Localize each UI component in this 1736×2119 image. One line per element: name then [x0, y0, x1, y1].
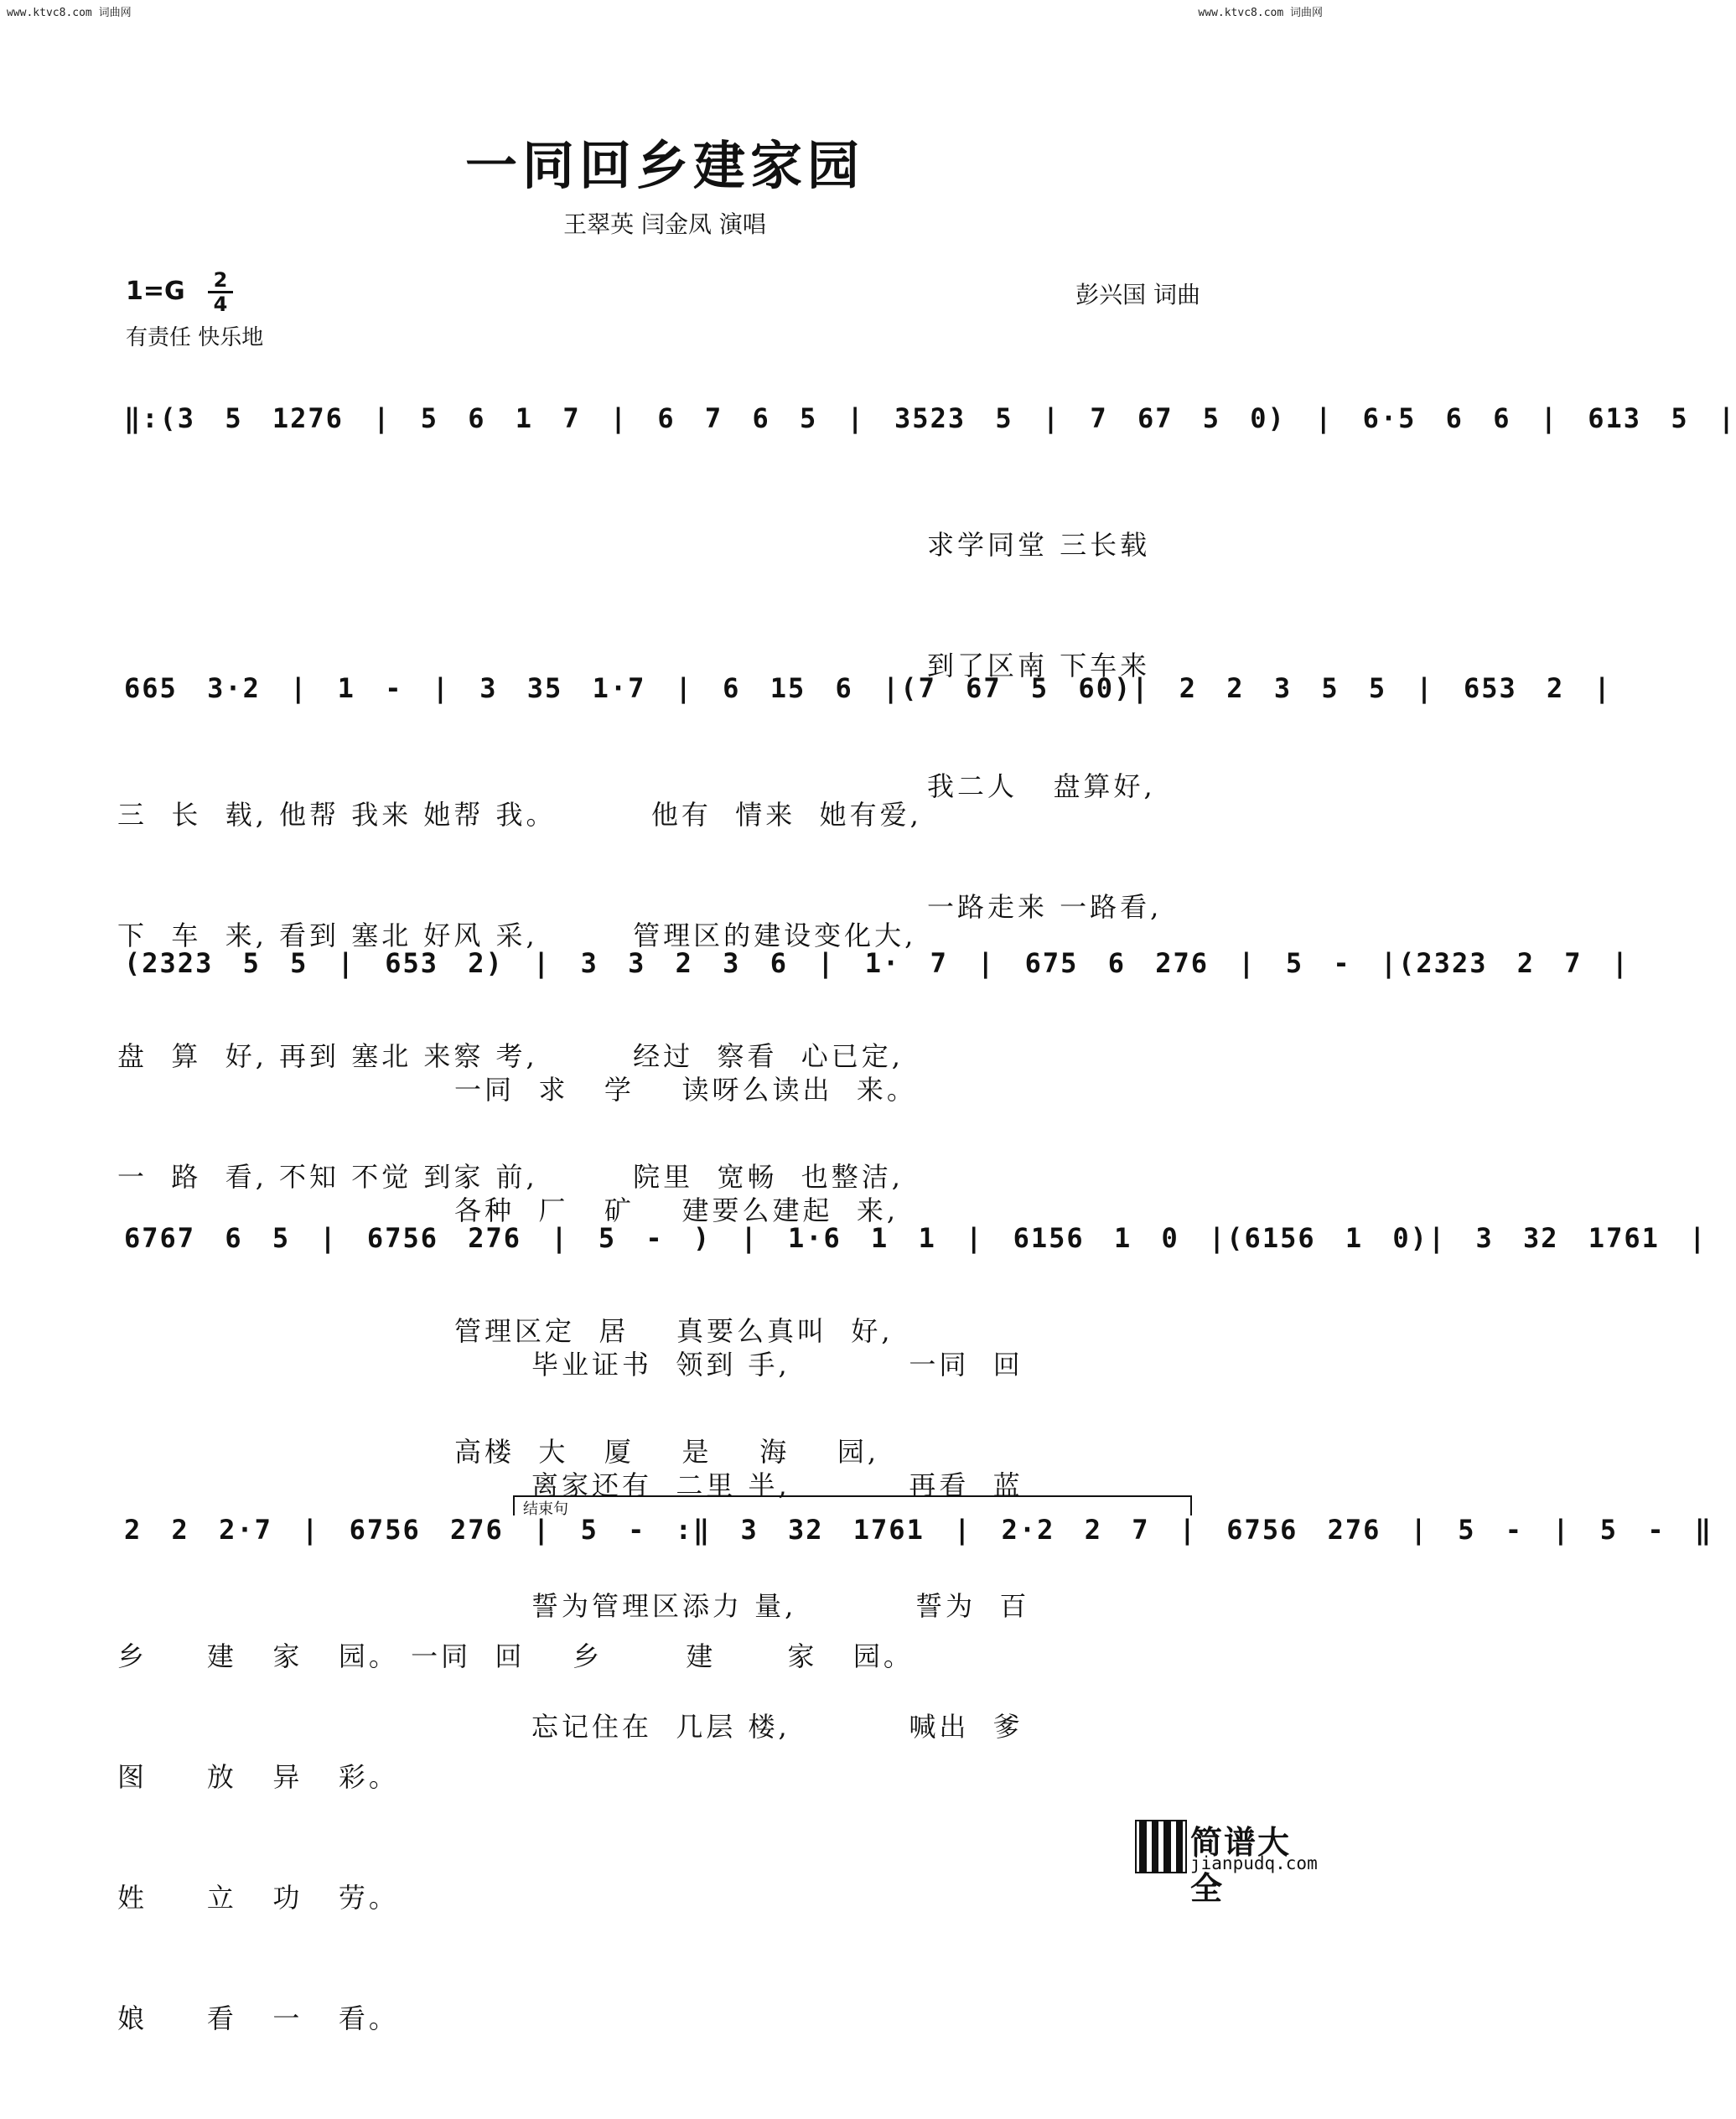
song-title: 一同回乡建家园 [464, 135, 864, 196]
lyric-verse-4: 娘 看 一 看。 [117, 2002, 399, 2034]
watermark-right: www.ktvc8.com 词曲网 [1198, 7, 1323, 19]
notation-line: 6767 6 5 | 6756 276 | 5 - ) | 1·6 1 1 | 6156 1 0 |(6156 1 0)| 3 32 1761 | [124, 1222, 1707, 1254]
lyric-verse-3: 盘 算 好, 再到 塞北 来察 考, 经过 察看 心已定, [117, 1040, 904, 1072]
piano-keys-icon [1135, 1820, 1187, 1873]
notation-line: ‖:(3 5 1276 | 5 6 1 7 | 6 7 6 5 | 3523 5 | 7 67 5 0) | 6·5 6 6 | 613 5 | [124, 402, 1736, 434]
ending-label: 结束句 [523, 1500, 568, 1518]
lyric-verse-2: 图 放 异 彩。 [117, 1761, 399, 1793]
logo-url: jianpudq.com [1190, 1853, 1318, 1873]
time-signature [208, 270, 233, 314]
time-signature-top: 2 [213, 268, 228, 292]
time-signature-bottom: 4 [213, 293, 228, 316]
lyric-verse-3: 我二人 盘算好, [927, 770, 1156, 802]
tempo-marking: 有责任 快乐地 [126, 325, 264, 350]
notation-line: 2 2 2·7 | 6756 276 | 5 - :‖ 3 32 1761 | 2·2 2 7 | 6756 276 | 5 - | 5 - ‖ [124, 1514, 1713, 1546]
composer: 彭兴国 词曲 [1075, 281, 1200, 308]
lyric-verse-3: 管理区定 居 真要么真叫 好, [454, 1315, 894, 1347]
lyric-verse-4: 一 路 看, 不知 不觉 到家 前, 院里 宽畅 也整洁, [117, 1161, 904, 1193]
lyric-verse-1: 一同 求 学 读呀么读出 来。 [454, 1074, 917, 1106]
lyric-verse-1: 求学同堂 三长载 [927, 529, 1151, 561]
lyric-verse-2: 到了区南 下车来 [927, 650, 1151, 681]
lyric-verse-1: 乡 建 家 园。 一同 回 乡 建 家 园。 [117, 1640, 914, 1672]
lyric-verse-3: 姓 立 功 劳。 [117, 1882, 399, 1914]
lyric-verse-2: 各种 厂 矿 建要么建起 来, [454, 1194, 899, 1226]
lyric-verse-4: 高楼 大 厦 是 海 园, [454, 1436, 880, 1468]
watermark-left: www.ktvc8.com 词曲网 [7, 7, 132, 19]
lyric-verse-1: 毕业证书 领到 手, 一同 回 [531, 1349, 1023, 1381]
lyric-verse-2: 下 车 来, 看到 塞北 好风 采, 管理区的建设变化大, [117, 920, 917, 951]
site-logo[interactable] [1135, 1816, 1321, 1907]
lyric-verse-1: 三 长 载, 他帮 我来 她帮 我。 他有 情来 她有爱, [117, 799, 922, 831]
ending-bracket [513, 1495, 1192, 1515]
performers: 王翠英 闫金凤 演唱 [563, 210, 766, 238]
lyric-verse-4: 忘记住在 几层 楼, 喊出 爹 [531, 1711, 1023, 1743]
lyric-verse-4: 一路走来 一路看, [927, 891, 1163, 923]
logo-text: 简谱大全 [1190, 1824, 1292, 1907]
lyric-verse-3: 誓为管理区添力 量, 誓为 百 [531, 1590, 1030, 1622]
lyric-verse-2: 离家还有 二里 半, 再看 蓝 [531, 1469, 1023, 1501]
lyrics-block [117, 1556, 914, 2119]
key-signature: 1=G [126, 277, 185, 306]
notation-line: 665 3·2 | 1 - | 3 35 1·7 | 6 15 6 |(7 67 5 60)| 2 2 3 5 5 | 653 2 | [124, 672, 1612, 704]
notation-line: (2323 5 5 | 653 2) | 3 3 2 3 6 | 1· 7 | 675 6 276 | 5 - |(2323 2 7 | [124, 947, 1630, 979]
